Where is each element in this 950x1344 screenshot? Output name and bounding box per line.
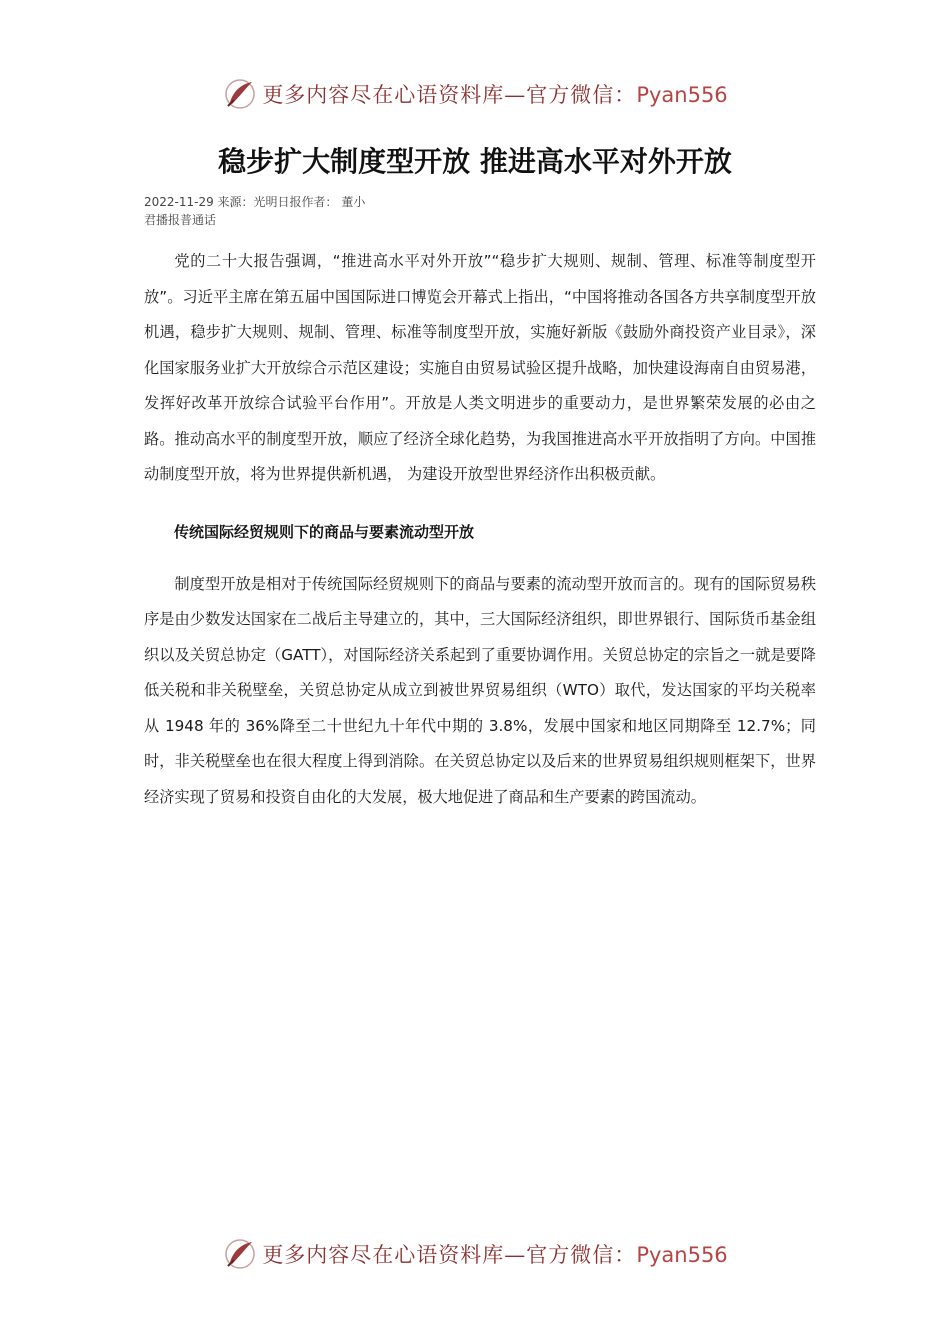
brush-logo-icon — [222, 1236, 258, 1272]
paragraph-intro: 党的二十大报告强调，“推进高水平对外开放”“稳步扩大规则、规制、管理、标准等制度型开放”。习近平主席在第五届中国国际进口博览会开幕式上指出，“中国将推动各国各方共享制度型开放机遇，稳步扩大规则、规制、管理、标准等制度型开放，实施好新版《鼓励外商投资产业目录》，深化国家服务业扩大开放综合示范区建设；实施自由贸易试验区提升战略，加快建设海南自由贸易港，发挥好改革开放综合试验平台作用”。开放是人类文明进步的重要动力，是世界繁荣发展的必由之路。推动高水平的制度型开放，顺应了经济全球化趋势，为我国推进高水平开放指明了方向。中国推动制度型开放，将为世界提供新机遇， 为建设开放型世界经济作出积极贡献。 — [144, 252, 816, 483]
article-meta — [144, 193, 404, 229]
wechat-id: Pyan556 — [636, 83, 728, 107]
section-subheading: 传统国际经贸规则下的商品与要素流动型开放 — [174, 522, 475, 541]
wechat-id: Pyan556 — [636, 1243, 728, 1267]
paragraph-institutional-opening: 制度型开放是相对于传统国际经贸规则下的商品与要素的流动型开放而言的。现有的国际贸易秩序是由少数发达国家在二战后主导建立的，其中，三大国际经济组织，即世界银行、国际货币基金组织以及关贸总协定（GATT），对国际经济关系起到了重要协调作用。关贸总协定的宗旨之一就是要降低关税和非关税壁垒，关贸总协定从成立到被世界贸易组织（WTO）取代，发达国家的平均关税率从 1948 年的 36%降至二十世纪九十年代中期的 3.8%，发展中国家和地区同期降至 12.7%；同时，非关税壁垒也在很大程度上得到消除。在关贸总协定以及后来的世界贸易组织规则框架下，世界经济实现了贸易和投资自由化的大发展，极大地促进了商品和生产要素的跨国流动。 — [144, 574, 816, 806]
brush-logo-icon — [222, 76, 258, 112]
article-title: 稳步扩大制度型开放 推进高水平对外开放 — [218, 145, 732, 178]
article-body — [144, 244, 816, 815]
banner-text: 更多内容尽在心语资料库—官方微信：Pyan556 — [262, 1243, 728, 1267]
meta-line-broadcast: 君播报普通话 — [144, 213, 217, 227]
footer-banner — [0, 1232, 950, 1276]
banner-text: 更多内容尽在心语资料库—官方微信：Pyan556 — [262, 83, 728, 107]
header-banner — [0, 72, 950, 116]
meta-line-date-source: 2022-11-29 来源：光明日报作者： 董小 — [144, 195, 366, 209]
